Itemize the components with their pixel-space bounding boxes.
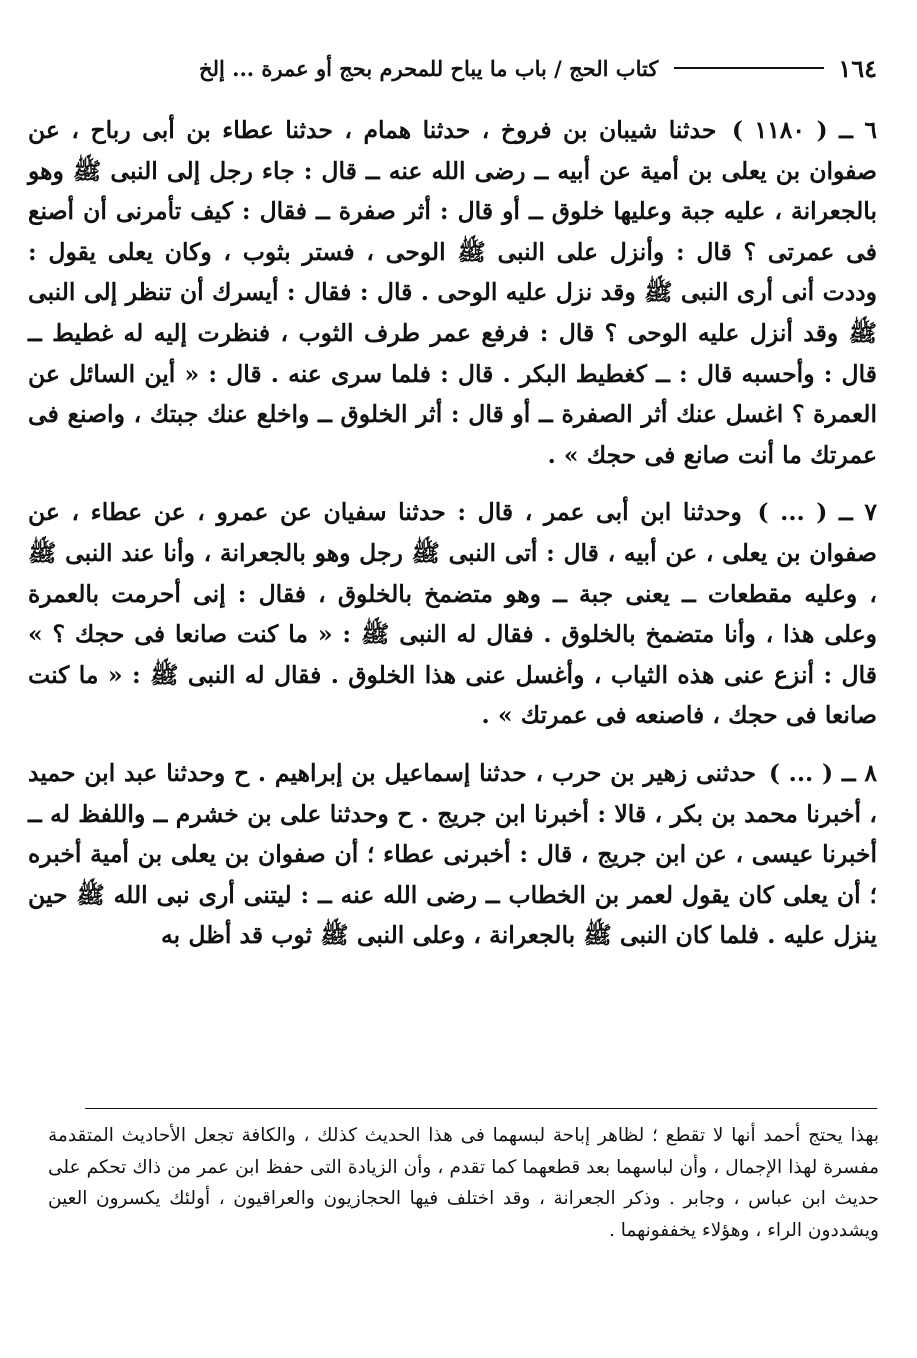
- hadith-paragraph: [28, 110, 877, 475]
- hadith-text: وحدثنا ابن أبى عمر ، قال : حدثنا سفيان عن عمرو ، عن عطاء ، عن صفوان بن يعلى ، عن أبيه ، قال : أتى النبى ﷺ رجل وهو بالجعرانة ، وأنا عند النبى ﷺ ، وعليه مقطعات ــ يعنى جبة ــ وهو متضمخ بالخلوق ، فقال : إنى أحرمت بالعمرة وعلى هذا ، وأنا متضمخ بالخلوق . فقال له النبى ﷺ : « ما كنت صانعا فى حجك ؟ » قال : أنزع عنى هذه الثياب ، وأغسل عنى هذا الخلوق . فقال له النبى ﷺ : « ما كنت صانعا فى حجك ، فاصنعه فى عمرتك » .: [28, 498, 877, 730]
- page-header: [40, 48, 877, 88]
- hadith-text: حدثنى زهير بن حرب ، حدثنا إسماعيل بن إبراهيم . ح وحدثنا عبد ابن حميد ، أخبرنا محمد بن بكر ، قالا : أخبرنا ابن جريج . ح وحدثنا على بن خشرم ــ واللفظ له ــ أخبرنا عيسى ، عن ابن جريج ، قال : أخبرنى عطاء ؛ أن صفوان بن يعلى بن أمية أخبره ؛ أن يعلى كان يقول لعمر بن الخطاب ــ رضى الله عنه ــ : ليتنى أرى نبى الله ﷺ حين ينزل عليه . فلما كان النبى ﷺ بالجعرانة ، وعلى النبى ﷺ ثوب قد أظل به: [28, 758, 877, 950]
- hadith-text: حدثنا شيبان بن فروخ ، حدثنا همام ، حدثنا عطاء بن أبى رباح ، عن صفوان بن يعلى بن أمية عن أبيه ــ رضى الله عنه ــ قال : جاء رجل إلى النبى ﷺ وهو بالجعرانة ، عليه جبة وعليها خلوق ــ أو قال : أثر صفرة ــ فقال : كيف تأمرنى أن أصنع فى عمرتى ؟ قال : وأنزل على النبى ﷺ الوحى ، فستر بثوب ، وكان يعلى يقول : وددت أنى أرى النبى ﷺ وقد نزل عليه الوحى . قال : فقال : أيسرك أن تنظر إلى النبى ﷺ وقد أنزل عليه الوحى ؟ قال : فرفع عمر طرف الثوب ، فنظرت إليه له غطيط ــ قال : وأحسبه قال : ــ كغطيط البكر . قال : فلما سرى عنه . قال : « أين السائل عن العمرة ؟ اغسل عنك أثر الصفرة ــ أو قال : أثر الخلوق ــ واخلع عنك جبتك ، واصنع فى عمرتك ما أنت صانع فى حجك » .: [28, 116, 877, 469]
- footnote-separator: [85, 1108, 877, 1109]
- main-text: [28, 110, 877, 973]
- hadith-number: ٧ ــ ( ... ): [757, 498, 877, 527]
- hadith-number: ٦ ــ ( ١١٨٠ ): [731, 116, 877, 144]
- header-rule: [674, 67, 824, 69]
- footnote: بهذا يحتج أحمد أنها لا تقطع ؛ لظاهر إباحة لبسهما فى هذا الحديث كذلك ، والكافة تجعل الأحاديث المتقدمة مفسرة لهذا الإجمال ، وأن لباسهما بعد قطعهما كما تقدم ، وأن الزيادة التى حفظ ابن عمر من ذاك تحكم على حديث ابن عباس ، وجابر . وذكر الجعرانة ، وقد اختلف فيها الحجازيون والعراقيون ، أولئك يكسرون العين ويشددون الراء ، وهؤلاء يخففونهما .: [48, 1125, 879, 1241]
- hadith-paragraph: [28, 492, 877, 736]
- running-title: كتاب الحج / باب ما يباح للمحرم بحج أو عمرة ... إلخ: [199, 55, 659, 81]
- hadith-number: ٨ ــ ( ... ): [768, 758, 878, 787]
- hadith-paragraph: [28, 753, 877, 956]
- page-number: ١٦٤: [838, 53, 877, 83]
